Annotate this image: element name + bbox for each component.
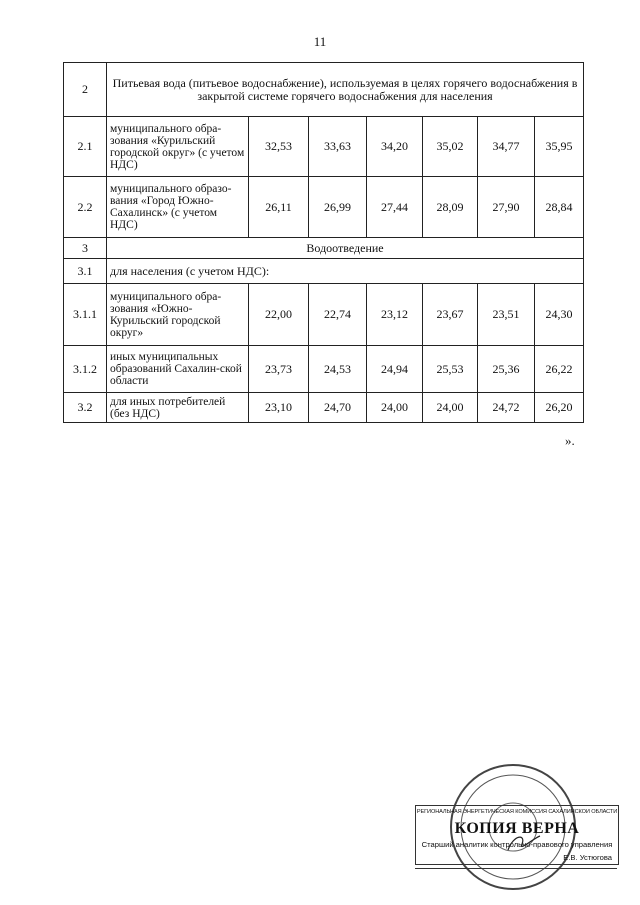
tariff-value: 23,12 [367,284,423,346]
row-number: 2.1 [64,117,107,177]
table-row [64,259,584,284]
tariff-value: 27,90 [478,177,535,238]
stamp-signer-name: Е.В. Устюгова [563,853,612,862]
tariff-value: 25,53 [423,346,478,393]
tariff-value: 23,73 [249,346,309,393]
tariff-value: 28,09 [423,177,478,238]
tariff-value: 22,00 [249,284,309,346]
stamp-organization: РЕГИОНАЛЬНАЯ ЭНЕРГЕТИЧЕСКАЯ КОМИССИЯ САХАЛИНСКОЙ ОБЛАСТИ [416,809,618,815]
tariff-value: 26,11 [249,177,309,238]
tariff-value: 34,20 [367,117,423,177]
row-number: 3 [64,238,107,259]
tariff-value: 28,84 [535,177,584,238]
table-row [64,117,584,177]
row-number: 3.2 [64,393,107,423]
tariff-value: 24,70 [309,393,367,423]
section-heading: Питьевая вода (питьевое водоснабжение), используемая в целях горячего водоснабжения в закрытой системе горячего водоснабжения для населения [107,63,584,117]
tariff-value: 24,30 [535,284,584,346]
tariff-value: 24,53 [309,346,367,393]
tariff-value: 24,00 [423,393,478,423]
tariff-value: 26,20 [535,393,584,423]
row-number: 2 [64,63,107,117]
stamp-position: Старший аналитик контрольно-правового управления [421,840,613,849]
tariff-value: 26,99 [309,177,367,238]
closing-quote: ». [565,433,575,448]
tariff-value: 35,02 [423,117,478,177]
tariff-table [63,62,584,423]
table-row [64,177,584,238]
table-row [64,284,584,346]
signature [504,832,544,854]
tariff-value: 22,74 [309,284,367,346]
tariff-value: 25,36 [478,346,535,393]
table-row [64,346,584,393]
row-number: 3.1.2 [64,346,107,393]
tariff-value: 26,22 [535,346,584,393]
tariff-value: 24,72 [478,393,535,423]
tariff-value: 33,63 [309,117,367,177]
table-row [64,63,584,117]
consumer-name: муниципального образо-вания «Город Южно-Сахалинск» (с учетом НДС) [107,177,249,238]
tariff-value: 32,53 [249,117,309,177]
section-heading: Водоотведение [107,238,584,259]
tariff-value: 27,44 [367,177,423,238]
row-number: 3.1 [64,259,107,284]
consumer-name: для иных потребителей (без НДС) [107,393,249,423]
consumer-name: муниципального обра-зования «Южно-Курильский городской округ» [107,284,249,346]
row-number: 2.2 [64,177,107,238]
subsection-heading: для населения (с учетом НДС): [107,259,584,284]
tariff-value: 23,67 [423,284,478,346]
tariff-value: 24,94 [367,346,423,393]
tariff-value: 35,95 [535,117,584,177]
consumer-name: муниципального обра-зования «Курильский городской округ» (с учетом НДС) [107,117,249,177]
certified-copy-stamp [415,805,619,865]
page-number: 11 [313,34,327,49]
consumer-name: иных муниципальных образований Сахалин-ской области [107,346,249,393]
row-number: 3.1.1 [64,284,107,346]
tariff-value: 23,51 [478,284,535,346]
stamp-title: КОПИЯ ВЕРНА [454,820,580,837]
table-row [64,238,584,259]
tariff-value: 23,10 [249,393,309,423]
table-row [64,393,584,423]
tariff-value: 34,77 [478,117,535,177]
tariff-value: 24,00 [367,393,423,423]
stamp-underline [415,868,617,869]
